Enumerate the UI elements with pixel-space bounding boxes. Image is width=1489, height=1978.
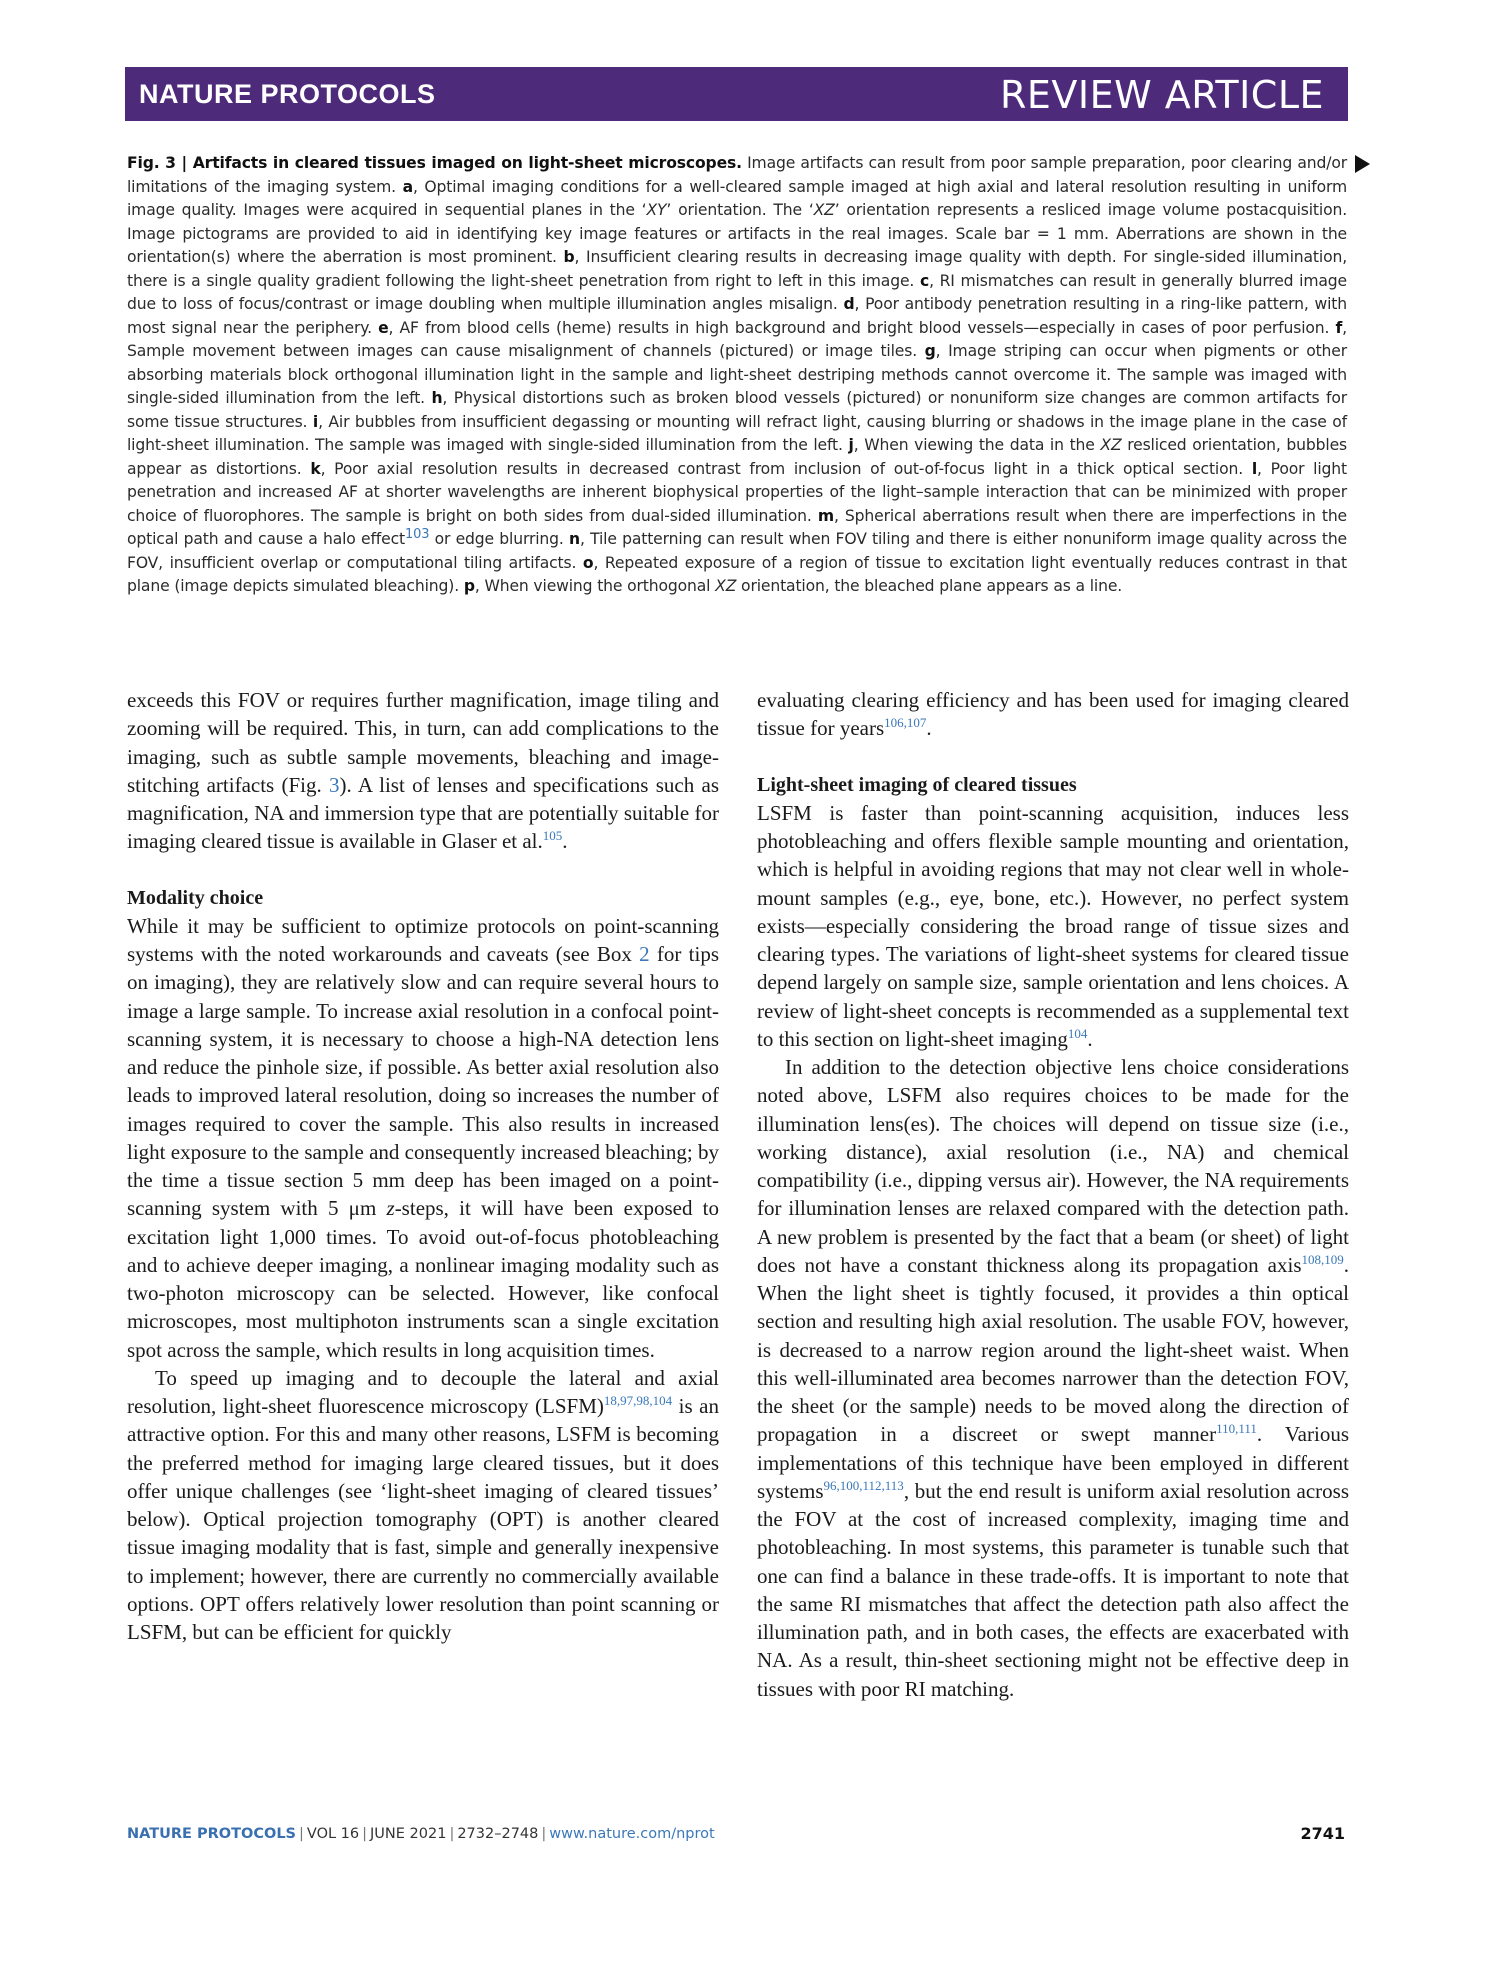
reference-link[interactable]: 106,107 xyxy=(884,715,927,731)
left-column xyxy=(127,686,719,1646)
box-link[interactable]: 2 xyxy=(639,942,650,966)
reference-link[interactable]: 110,111 xyxy=(1216,1421,1257,1437)
journal-name: NATURE PROTOCOLS xyxy=(139,79,436,109)
reference-link[interactable]: 103 xyxy=(404,526,430,542)
continue-arrow-icon xyxy=(1355,155,1370,173)
article-type: REVIEW ARTICLE xyxy=(999,73,1324,117)
right-column xyxy=(757,686,1349,1703)
paragraph: In addition to the detection objective lens choice considerations noted above, LSFM also requires choices to be made for the illumination lens(es). The choices will depend on tissue size (i.e., working distance), axial resolution (i.e., NA) and chemical compatibility (i.e., dipping versus air). However, the NA requirements for illumination lenses are relaxed compared with the detection path. A new problem is presented by the fact that a beam (or sheet) of light does not have a constant thickness along its propagation axis$^{108,109}$. When the light sheet is tightly focused, it provides a thin optical section and resulting high axial resolution. The usable FOV, however, is decreased to a narrow region around the light-sheet waist. When this well-illuminated area becomes narrower than the detection FOV, the sheet (or the sample) needs to be moved along the direction of propagation in a discreet or swept manner$^{110,111}$. Various implementations of this technique have been employed in different systems$^{96,100,112,113}$, but the end result is uniform axial resolution across the FOV at the cost of increased complexity, imaging time and photobleaching. In most systems, this parameter is tunable such that one can find a balance in these trade-offs. It is important to note that the same RI mismatches that affect the detection path also affect the illumination path, and in both cases, the effects are exacerbated with NA. As a result, thin-sheet sectioning might not be effective deep in tissues with poor RI matching. xyxy=(757,1055,1349,1701)
footer-citation: NATURE PROTOCOLS | VOL 16 | JUNE 2021 | 2732–2748 | www.nature.com/nprot xyxy=(127,1826,715,1842)
section-heading-light-sheet-imaging: Light-sheet imaging of cleared tissues xyxy=(757,773,1077,796)
footer-journal: NATURE PROTOCOLS xyxy=(127,1826,297,1842)
footer-date: JUNE 2021 xyxy=(370,1826,447,1842)
header-banner xyxy=(125,67,1348,121)
caption-label: Fig. 3 | Artifacts in cleared tissues imaged on light-sheet microscopes. xyxy=(127,154,742,172)
section-heading-modality-choice: Modality choice xyxy=(127,886,264,909)
footer-url-link[interactable]: www.nature.com/nprot xyxy=(549,1826,715,1842)
page-number: 2741 xyxy=(1300,1824,1345,1843)
footer-volume: VOL 16 xyxy=(306,1826,360,1842)
paragraph: evaluating clearing efficiency and has been used for imaging cleared tissue for years$^{106,107}$. xyxy=(757,688,1349,741)
reference-link[interactable]: 108,109 xyxy=(1301,1251,1344,1267)
reference-link[interactable]: 104 xyxy=(1067,1025,1088,1041)
paragraph: exceeds this FOV or requires further magnification, image tiling and zooming will be required. This, in turn, can add complications to the imaging, such as subtle sample movements, bleaching and image-stitching artifacts (Fig. 3). A list of lenses and specifications such as magnification, NA and immersion type that are potentially suitable for imaging cleared tissue is available in Glaser et al.$^{105}$. xyxy=(127,688,719,854)
footer-pages: 2732–2748 xyxy=(457,1826,539,1842)
paragraph: To speed up imaging and to decouple the lateral and axial resolution, light-sheet fluorescence microscopy (LSFM)$^{18,97,98,104}$ is an attractive option. For this and many other reasons, LSFM is becoming the preferred method for imaging large cleared tissues, but it does offer unique challenges (see ‘light-sheet imaging of cleared tissues’ below). Optical projection tomography (OPT) is another cleared tissue imaging modality that is fast, simple and generally inexpensive to implement; however, there are currently no commercially available options. OPT offers relatively lower resolution than point scanning or LSFM, but can be efficient for quickly xyxy=(127,1365,720,1644)
paragraph: LSFM is faster than point-scanning acquisition, induces less photobleaching and offers flexible sample mounting and orientation, which is helpful in avoiding regions that may not clear well in whole-mount samples (e.g., eye, bone, etc.). However, no perfect system exists—especially considering the broad range of tissue sizes and clearing types. The variations of light-sheet systems for cleared tissue depend largely on sample size, sample orientation and lens choices. A review of light-sheet concepts is recommended as a supplemental text to this section on light-sheet imaging$^{104}$. xyxy=(757,800,1349,1051)
reference-link[interactable]: 96,100,112,113 xyxy=(823,1477,904,1493)
reference-link[interactable]: 105 xyxy=(542,828,563,844)
figure-link[interactable]: 3 xyxy=(329,772,340,797)
paragraph: While it may be sufficient to optimize protocols on point-scanning systems with the noted workarounds and caveats (see Box 2 for tips on imaging), they are relatively slow and can require several hours to image a large sample. To increase axial resolution in a confocal point-scanning system, it is necessary to choose a high-NA detection lens and reduce the pinhole size, if possible. As better axial resolution also leads to improved lateral resolution, doing so increases the number of images required to cover the sample. This also results in increased light exposure to the sample and consequently increased bleaching; by the time a tissue section 5 mm deep has been imaged on a point-scanning system with 5 μm z-steps, it will have been exposed to excitation light 1,000 times. To avoid out-of-focus photobleaching and to achieve deeper imaging, a nonlinear imaging modality such as two-photon microscopy can be selected. However, like confocal microscopes, most multiphoton instruments scan a single excitation spot across the sample, which results in long acquisition times. xyxy=(127,913,720,1362)
reference-link[interactable]: 18,97,98,104 xyxy=(603,1393,673,1408)
figure-caption: Fig. 3 | Artifacts in cleared tissues imaged on light-sheet microscopes. Image artifacts can result from poor sample preparation, poor clearing and/or limitations of the imaging system. a, Optimal imaging conditions for a well-cleared sample imaged at high axial and lateral resolution resulting in uniform image quality. Images were acquired in sequential planes in the ‘XY’ orientation. The ‘XZ’ orientation represents a resliced image volume postacquisition. Image pictograms are provided to aid in identifying key image features or artifacts in the real images. Scale bar = 1 mm. Aberrations are shown in the orientation(s) where the aberration is most prominent. b, Insufficient clearing results in decreasing image quality with depth. For single-sided illumination, there is a single quality gradient following the light-sheet penetration from right to left in this image. c, RI mismatches can result in generally blurred image due to loss of focus/contrast or image doubling when multiple illumination angles misalign. d, Poor antibody penetration resulting in a ring-like pattern, with most signal near the periphery. e, AF from blood cells (heme) results in high background and bright blood vessels—especially in cases of poor perfusion. f, Sample movement between images can cause misalignment of channels (pictured) or image tiles. g, Image striping can occur when pigments or other absorbing materials block orthogonal illumination light in the sample and light-sheet destriping methods cannot overcome it. The sample was imaged with single-sided illumination from the left. h, Physical distortions such as broken blood vessels (pictured) or nonuniform size changes are common artifacts for some tissue structures. i, Air bubbles from insufficient degassing or mounting will refract light, causing blurring or shadows in the image plane in the case of light-sheet illumination. The sample was imaged with single-sided illumination from the left. j, When viewing the data in the XZ resliced orientation, bubbles appear as distortions. k, Poor axial resolution results in decreased contrast from inclusion of out-of-focus light in a thick optical section. l, Poor light penetration and increased AF at shorter wavelengths are inherent biophysical properties of the light–sample interaction that can be minimized with proper choice of fluorophores. The sample is bright on both sides from dual-sided illumination. m, Spherical aberrations result when there are imperfections in the optical path and cause a halo effect$^{103}$ or edge blurring. n, Tile patterning can result when FOV tiling and there is either nonuniform image quality across the FOV, insufficient overlap or computational tiling artifacts. o, Repeated exposure of a region of tissue to excitation light eventually reduces contrast in that plane (image depicts simulated bleaching). p, When viewing the orthogonal XZ orientation, the bleached plane appears as a line. xyxy=(127,154,1348,595)
